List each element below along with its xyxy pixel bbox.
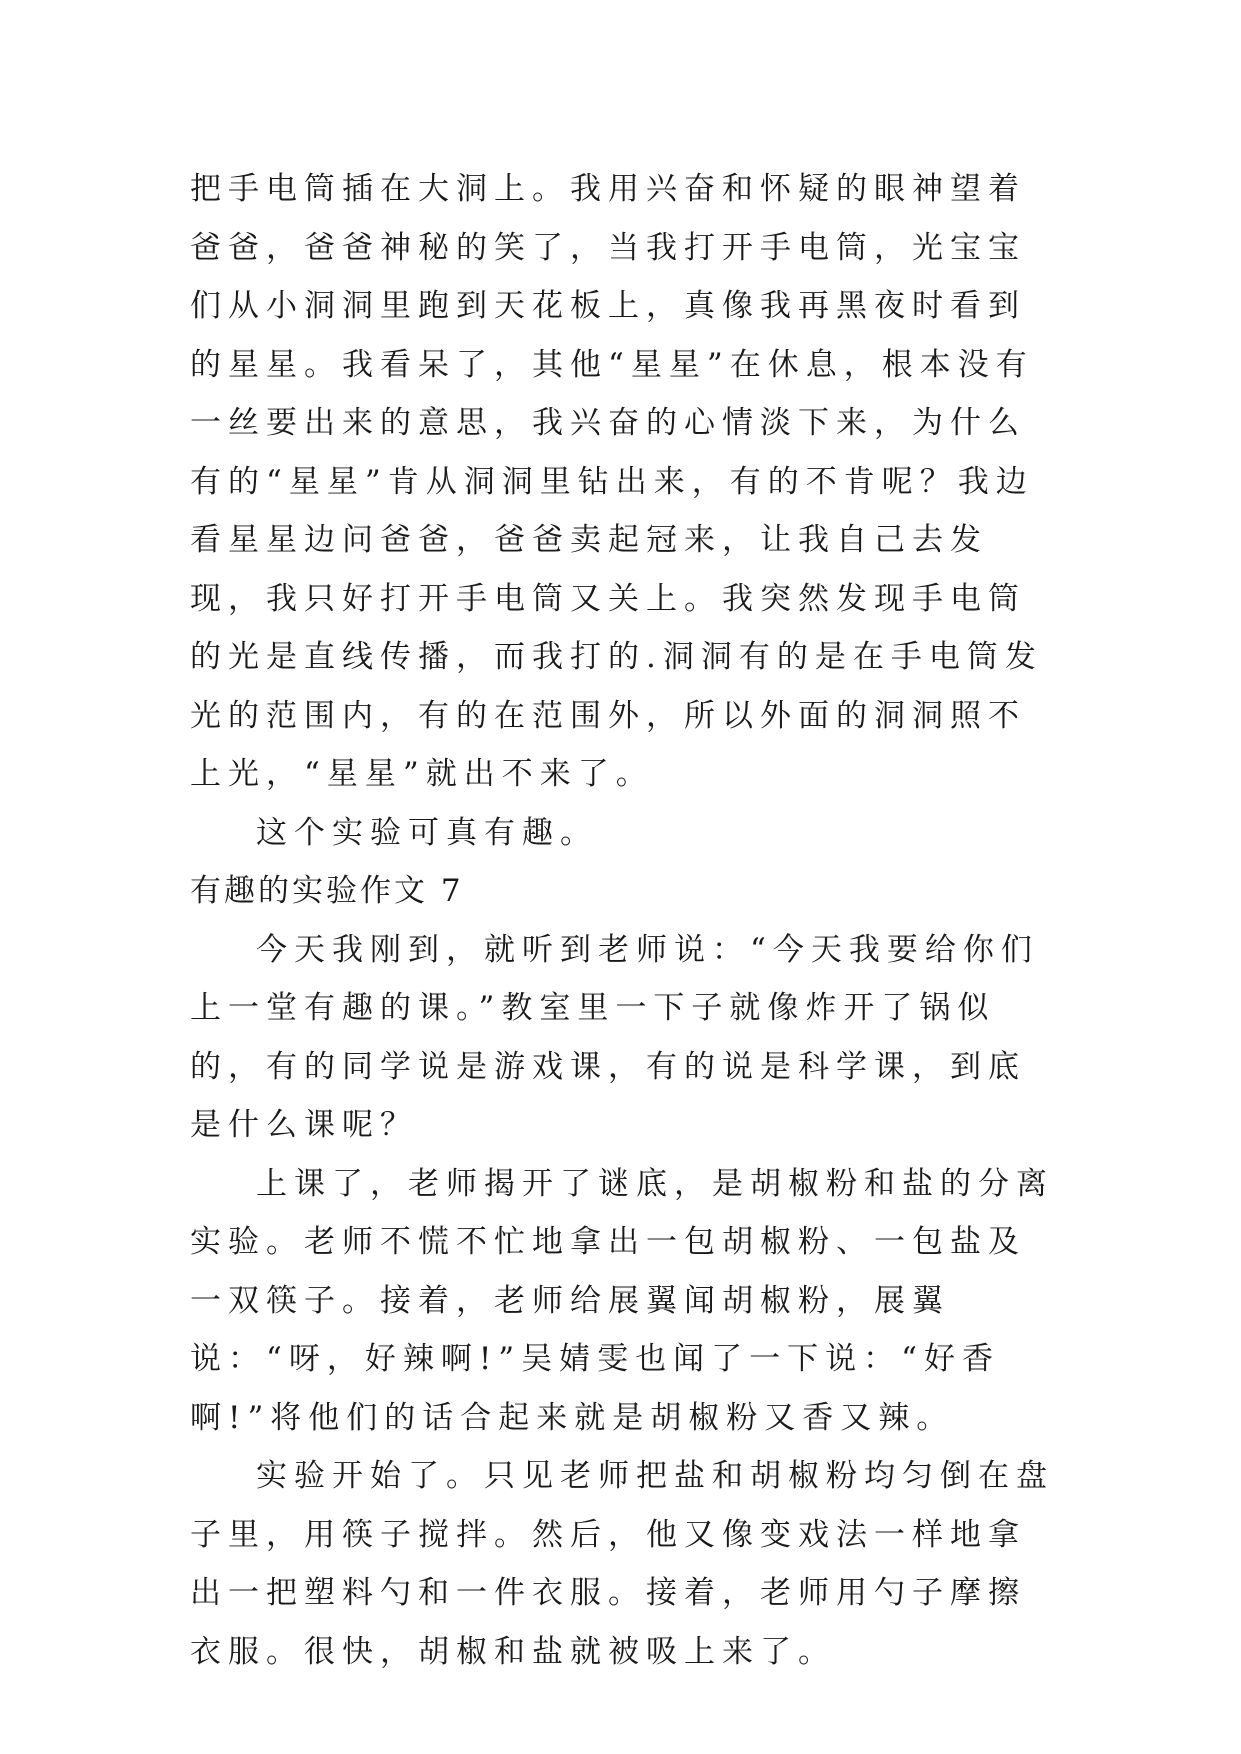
body-paragraph: 实验开始了。只见老师把盐和胡椒粉均匀倒在盘子里，用筷子搅拌。然后，他又像变戏法一样地拿出一把塑料勺和一件衣服。接着，老师用勺子摩擦衣服。很快，胡椒和盐就被吸上来了。 [190, 1458, 1054, 1670]
body-paragraph-continued: 把手电筒插在大洞上。我用兴奋和怀疑的眼神望着爸爸，爸爸神秘的笑了，当我打开手电筒，光宝宝们从小洞洞里跑到天花板上，真像我再黑夜时看到的星星。我看呆了，其他“星星”在休息，根本没有一丝要出来的意思，我兴奋的心情淡下来，为什么有的“星星”肯从洞洞里钻出来，有的不肯呢？我边看星星边问爸爸，爸爸卖起冠来，让我自己去发现，我只好打开手电筒又关上。我突然发现手电筒的光是直线传播，而我打的.洞洞有的是在手电筒发光的范围内，有的在范围外，所以外面的洞洞照不上光，“星星”就出不来了。 [190, 171, 1043, 792]
body-paragraph: 今天我刚到，就听到老师说：“今天我要给你们上一堂有趣的课。”教室里一下子就像炸开了锅似的，有的同学说是游戏课，有的说是科学课，到底是什么课呢？ [190, 931, 1039, 1143]
body-paragraph: 上课了，老师揭开了谜底，是胡椒粉和盐的分离实验。老师不慌不忙地拿出一包胡椒粉、一包盐及一双筷子。接着，老师给展翼闻胡椒粉，展翼说：“呀，好辣啊!”吴婧雯也闻了一下说：“好香啊!”将他们的话合起来就是胡椒粉又香又辣。 [190, 1165, 1054, 1436]
document-page [190, 160, 1060, 1681]
body-paragraph-conclusion: 这个实验可真有趣。 [256, 814, 598, 851]
section-title: 有趣的实验作文 7 [190, 873, 464, 909]
